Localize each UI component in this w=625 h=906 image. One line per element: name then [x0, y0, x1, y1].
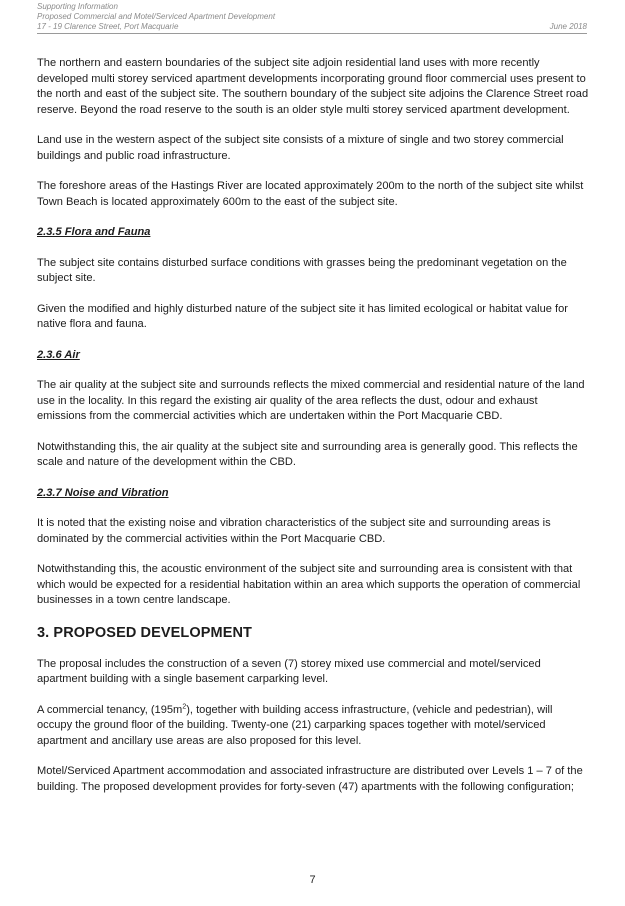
paragraph-acoustic-environment: Notwithstanding this, the acoustic environment of the subject site and surrounding area is consistent with that which would be expected for a residential habitation within an area which supports the operation of commercial businesses in a town centre landscape. [37, 563, 581, 606]
header-line-3-row [37, 22, 587, 32]
paragraph-foreshore: The foreshore areas of the Hastings River are located approximately 200m to the north of the subject site whilst Town Beach is located approximately 600m to the east of the subject site. [37, 180, 584, 208]
paragraph-air-generally-good: Notwithstanding this, the air quality at the subject site and surrounding area is generally good. This reflects the scale and nature of the development within the CBD. [37, 440, 578, 468]
page-header [37, 2, 587, 34]
document-body [37, 56, 589, 810]
paragraph-apartment-configuration: Motel/Serviced Apartment accommodation and associated infrastructure are distributed over Levels 1 – 7 of the building. The proposed development provides for forty-seven (47) apartments with the following configuration; [37, 765, 583, 793]
paragraph-commercial-tenancy [37, 703, 589, 750]
header-line-1: Supporting Information [37, 2, 118, 11]
paragraph-proposal: The proposal includes the construction of a seven (7) storey mixed use commercial and motel/serviced apartment building with a single basement carparking level. [37, 657, 541, 685]
tenancy-area-superscript: 2 [182, 702, 187, 710]
heading-proposed-development: 3. PROPOSED DEVELOPMENT [37, 624, 253, 641]
header-date: June 2018 [549, 22, 587, 31]
heading-flora-fauna: 2.3.5 Flora and Fauna [37, 226, 151, 238]
paragraph-air-quality: The air quality at the subject site and surrounds reflects the mixed commercial and residential nature of the land use in the locality. In this regard the existing air quality of the area reflects the dust, odour and exhaust emissions from the commercial activities which are undertaken within the Port Macquarie CBD. [37, 379, 585, 422]
paragraph-surface-conditions: The subject site contains disturbed surface conditions with grasses being the predominant vegetation on the subject site. [37, 256, 567, 284]
tenancy-text-end: ), together with building access infrastructure, (vehicle and pedestrian), will occupy the ground floor of the building. Twenty-one (21) carparking spaces together with motel/serviced apartment and ancillary use areas are also proposed for this level. [37, 703, 553, 747]
paragraph-noise-characteristics: It is noted that the existing noise and vibration characteristics of the subject site and surrounding areas is dominated by the commercial activities within the Port Macquarie CBD. [37, 517, 551, 545]
paragraph-ecological-value: Given the modified and highly disturbed nature of the subject site it has limited ecological or habitat value for native flora and fauna. [37, 302, 568, 330]
tenancy-text-start: A commercial tenancy, (195m [37, 703, 183, 716]
header-line-2: Proposed Commercial and Motel/Serviced Apartment Development [37, 12, 276, 21]
paragraph-boundaries: The northern and eastern boundaries of the subject site adjoin residential land uses with more recently developed multi storey serviced apartment developments incorporating ground floor commercial uses present to the north and east of the subject site. The southern boundary of the subject site adjoins the Clarence Street road reserve. Beyond the road reserve to the south is an older style multi storey serviced apartment development. [37, 57, 589, 116]
page-number: 7 [309, 874, 316, 886]
header-address: 17 - 19 Clarence Street, Port Macquarie [37, 22, 179, 31]
heading-air: 2.3.6 Air [37, 348, 80, 361]
paragraph-western-land-use: Land use in the western aspect of the subject site consists of a mixture of single and two storey commercial buildings and public road infrastructure. [37, 134, 564, 162]
heading-noise-vibration: 2.3.7 Noise and Vibration [37, 486, 169, 499]
page-footer [0, 873, 625, 887]
